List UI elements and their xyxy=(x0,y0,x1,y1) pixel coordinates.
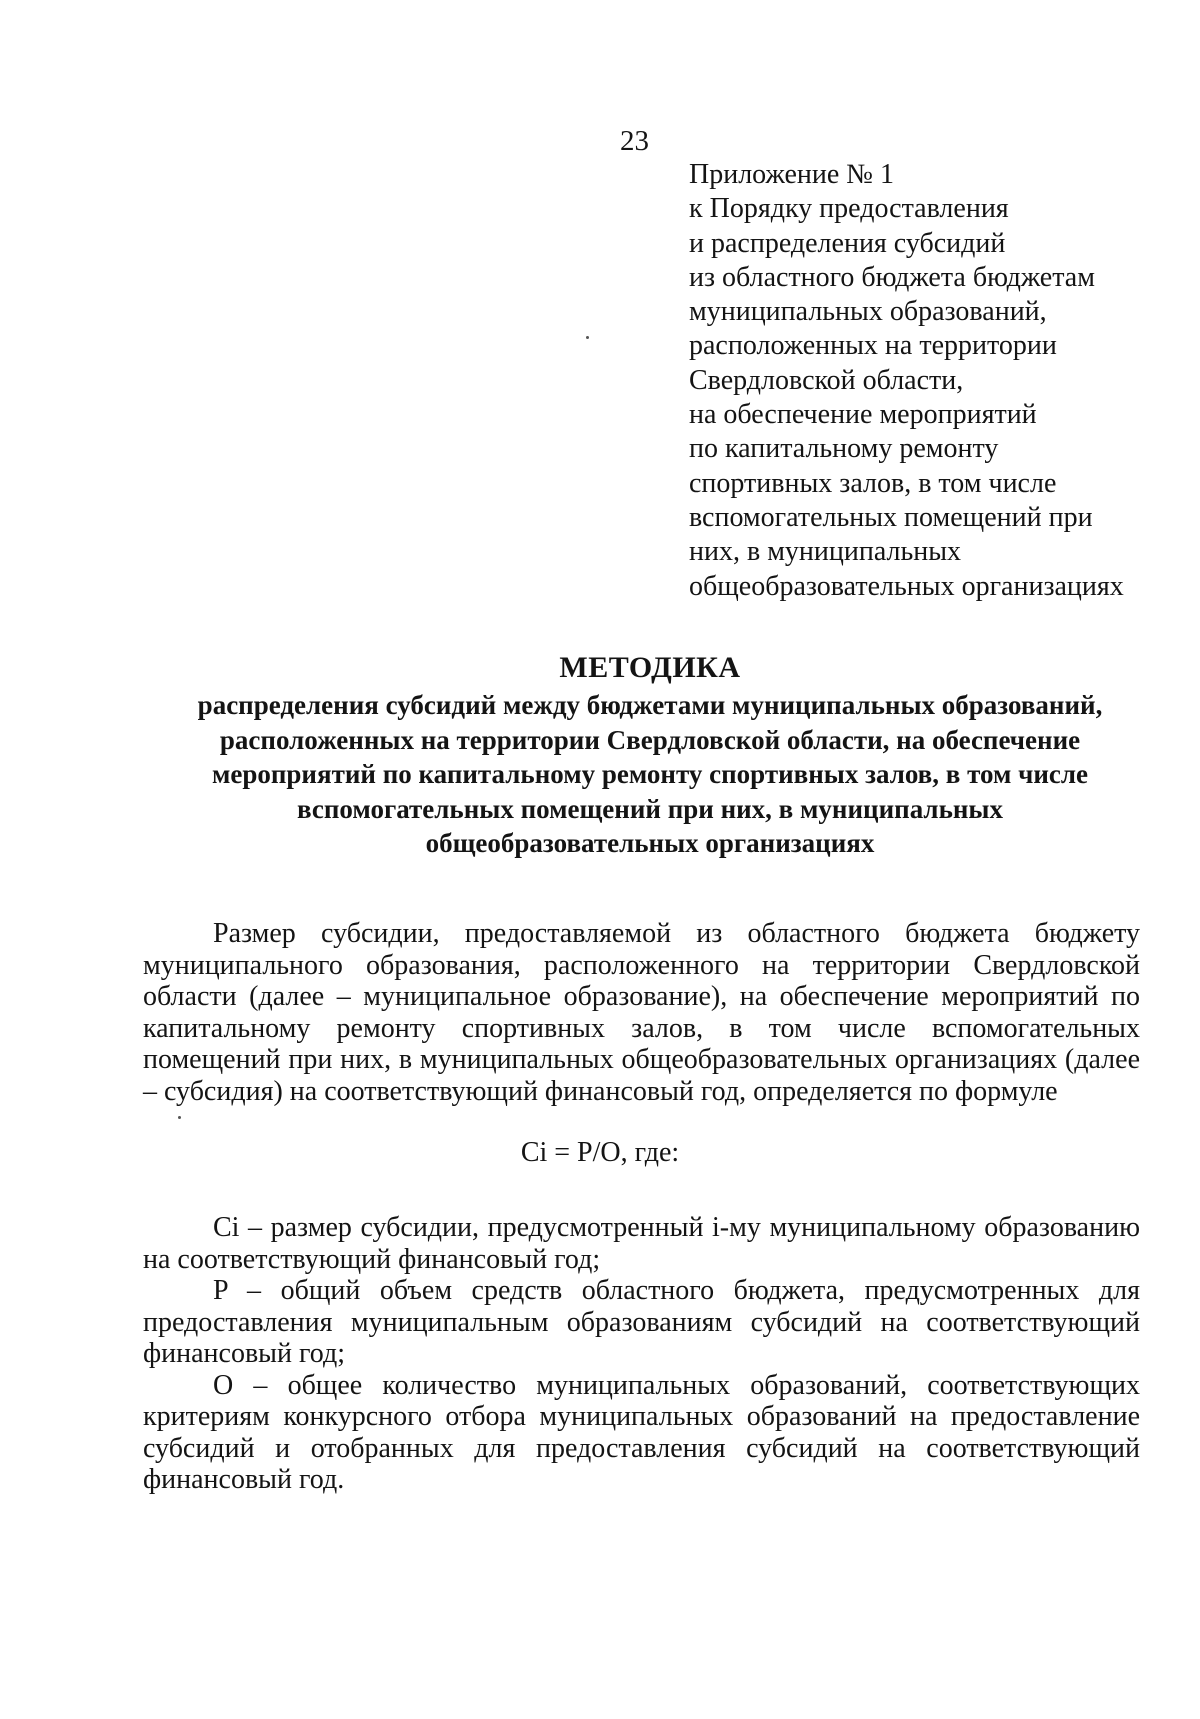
appendix-line: Приложение № 1 xyxy=(689,159,894,190)
appendix-header xyxy=(689,158,1169,604)
document-subtitle-line: вспомогательных помещений при них, в муниципальных xyxy=(296,793,1003,824)
page-number: 23 xyxy=(620,125,649,157)
appendix-line: и распределения субсидий xyxy=(689,227,1006,259)
appendix-line: расположенных на территории xyxy=(689,330,1057,362)
appendix-line: к Порядку предоставления xyxy=(689,193,1009,225)
appendix-line: спортивных залов, в том числе xyxy=(689,467,1057,499)
document-subtitle-line: общеобразовательных организациях xyxy=(425,828,875,858)
definition-paragraph: О – общее количество муниципальных образований, соответствующих критериям конкурсного отбора муниципальных образований на предоставление субсидий и отобранных для предоставления субсидий на соответствующий финансовый год. xyxy=(143,1369,1140,1495)
appendix-line: вспомогательных помещений при xyxy=(689,501,1093,533)
appendix-line: общеобразовательных организациях xyxy=(689,570,1124,602)
appendix-line: на обеспечение мероприятий xyxy=(689,399,1037,431)
definition-paragraph: P – общий объем средств областного бюджета, предусмотренных для предоставления муниципальным образованиям субсидий на соответствующий финансовый год; xyxy=(143,1275,1140,1369)
definition-paragraph: Сi – размер субсидии, предусмотренный i-му муниципальному образованию на соответствующий финансовый год; xyxy=(143,1212,1140,1275)
document-subtitle-line: распределения субсидий между бюджетами муниципальных образований, xyxy=(197,690,1103,720)
document-subtitle-line: мероприятий по капитальному ремонту спортивных залов, в том числе xyxy=(211,759,1089,789)
intro-section xyxy=(143,918,1140,1107)
appendix-line: по капитальному ремонту xyxy=(689,433,999,465)
appendix-line: муниципальных образований, xyxy=(689,296,1047,328)
intro-paragraph: Размер субсидии, предоставляемой из областного бюджета бюджету муниципального образования, расположенного на территории Свердловской области (далее – муниципальное образование), на обеспечение мероприятий по капитальному ремонту спортивных залов, в том числе вспомогательных помещений при них, в муниципальных общеобразовательных организациях (далее – субсидия) на соответствующий финансовый год, определяется по формуле xyxy=(143,918,1140,1107)
document-title: МЕТОДИКА xyxy=(559,651,741,684)
scan-speck xyxy=(178,1116,181,1119)
definitions-section xyxy=(143,1212,1140,1496)
appendix-line: Свердловской области, xyxy=(689,364,964,396)
document-heading xyxy=(130,650,1170,861)
formula: Сi = P/O, где: xyxy=(520,1137,680,1168)
appendix-line: них, в муниципальных xyxy=(689,536,962,568)
appendix-line: из областного бюджета бюджетам xyxy=(689,261,1095,293)
document-subtitle-line: расположенных на территории Свердловской области, на обеспечение xyxy=(219,724,1081,755)
scan-speck xyxy=(586,336,589,339)
